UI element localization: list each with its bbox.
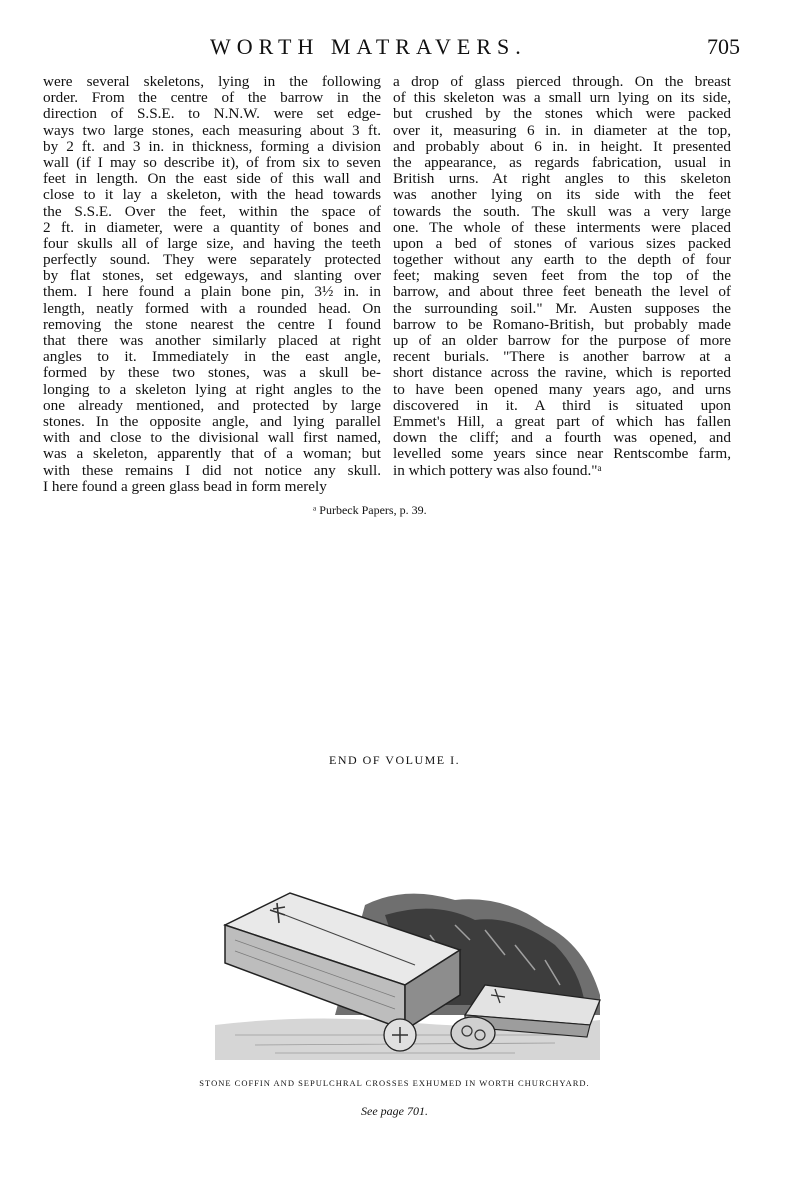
text-line: direction of S.S.E. to N.N.W. were set edge-: [43, 105, 381, 123]
running-title: WORTH MATRAVERS.: [210, 34, 527, 59]
running-head: [40, 34, 740, 64]
left-column: [43, 74, 381, 495]
text-line: close to it lay a skeleton, with the head towards: [43, 186, 381, 204]
text-line: by 2 ft. and 3 in. in thickness, forming a division: [43, 137, 381, 155]
text-line: over it, measuring 6 in. in diameter at the top,: [393, 121, 731, 139]
text-line: up of an older barrow for the purpose of more: [393, 332, 731, 349]
page-reference: See page 701.: [361, 1104, 428, 1118]
right-column: [393, 74, 731, 479]
text-line: order. From the centre of the barrow in the: [43, 89, 381, 107]
text-line: I here found a green glass bead in form merely: [43, 477, 327, 495]
page-number: 705: [707, 34, 740, 59]
text-line: perfectly sound. They were separately protected: [43, 251, 381, 269]
text-line: ways two large stones, each measuring about 3 ft.: [43, 121, 381, 139]
text-line: but crushed by the stones which were packed: [393, 105, 731, 123]
text-line: together without any earth to the depth of four: [393, 251, 731, 269]
text-line: them. I here found a plain bone pin, 3½ in. in: [43, 283, 381, 301]
text-line: removing the stone nearest the centre I found: [43, 315, 381, 333]
text-line: the surrounding soil." Mr. Austen supposes the: [393, 299, 731, 317]
text-line: of this skeleton was a small urn lying on its side,: [393, 89, 731, 107]
text-line: the S.S.E. Over the feet, within the space of: [43, 202, 381, 220]
text-line: barrow to be Romano-British, but probably made: [393, 315, 731, 333]
text-line: barrow, and about three feet beneath the level of: [393, 283, 731, 301]
text-line: and probably about 6 in. in height. It presented: [393, 137, 731, 155]
text-line: length, neatly formed with a rounded head. On: [43, 299, 381, 317]
text-line: 2 ft. in diameter, were a quantity of bones and: [43, 218, 381, 236]
text-line: levelled some years since near Rentscombe farm,: [393, 445, 731, 463]
text-line: a drop of glass pierced through. On the breast: [393, 73, 731, 90]
text-line: discovered in it. A third is situated upon: [393, 396, 731, 414]
text-line: towards the south. The skull was a very large: [393, 202, 731, 220]
text-line: formed by these two stones, was a skull be-: [43, 364, 381, 382]
text-line: Emmet's Hill, a great part of which has fallen: [393, 412, 731, 430]
text-line: was another lying on its side with the feet: [393, 186, 731, 204]
text-line: upon a bed of stones of various sizes packed: [393, 234, 731, 252]
text-line: by flat stones, set edgeways, and slanting over: [43, 267, 381, 285]
text-line: that there was another similarly placed at right: [43, 332, 381, 349]
text-line: angles to it. Immediately in the east angle,: [43, 348, 381, 366]
end-of-volume: END OF VOLUME I.: [329, 753, 461, 767]
text-line: down the cliff; and a fourth was opened, and: [393, 429, 731, 447]
text-line: British urns. At right angles to this skeleton: [393, 170, 731, 188]
text-line: in which pottery was also found."ᵃ: [393, 461, 602, 479]
illustration-caption: STONE COFFIN AND SEPULCHRAL CROSSES EXHUMED IN WORTH CHURCHYARD.: [199, 1078, 590, 1088]
text-line: short distance across the ravine, which is reported: [393, 364, 731, 382]
text-line: were several skeletons, lying in the following: [43, 73, 381, 90]
text-line: with and close to the divisional wall first named,: [43, 429, 381, 447]
text-line: recent burials. "There is another barrow at a: [393, 348, 731, 366]
text-line: longing to a skeleton lying at right angles to the: [43, 380, 381, 398]
text-line: was a skeleton, apparently that of a woman; but: [43, 445, 381, 463]
text-line: the appearance, as regards fabrication, usual in: [393, 153, 731, 171]
text-line: wall (if I may so describe it), of from six to seven: [43, 153, 381, 171]
text-line: four skulls all of large size, and having the teeth: [43, 234, 381, 252]
text-line: one. The whole of these interments were placed: [393, 218, 731, 236]
text-line: feet; making seven feet from the top of the: [393, 267, 731, 285]
text-line: feet in length. On the east side of this wall and: [43, 170, 381, 188]
text-line: with these remains I did not notice any skull.: [43, 461, 381, 479]
text-line: one already mentioned, and protected by large: [43, 396, 381, 414]
footnote: ᵃ Purbeck Papers, p. 39.: [313, 503, 427, 517]
text-line: stones. In the opposite angle, and lying parallel: [43, 412, 381, 430]
text-line: to have been opened many years ago, and urns: [393, 380, 731, 398]
stone-coffin-engraving: [215, 885, 605, 1065]
